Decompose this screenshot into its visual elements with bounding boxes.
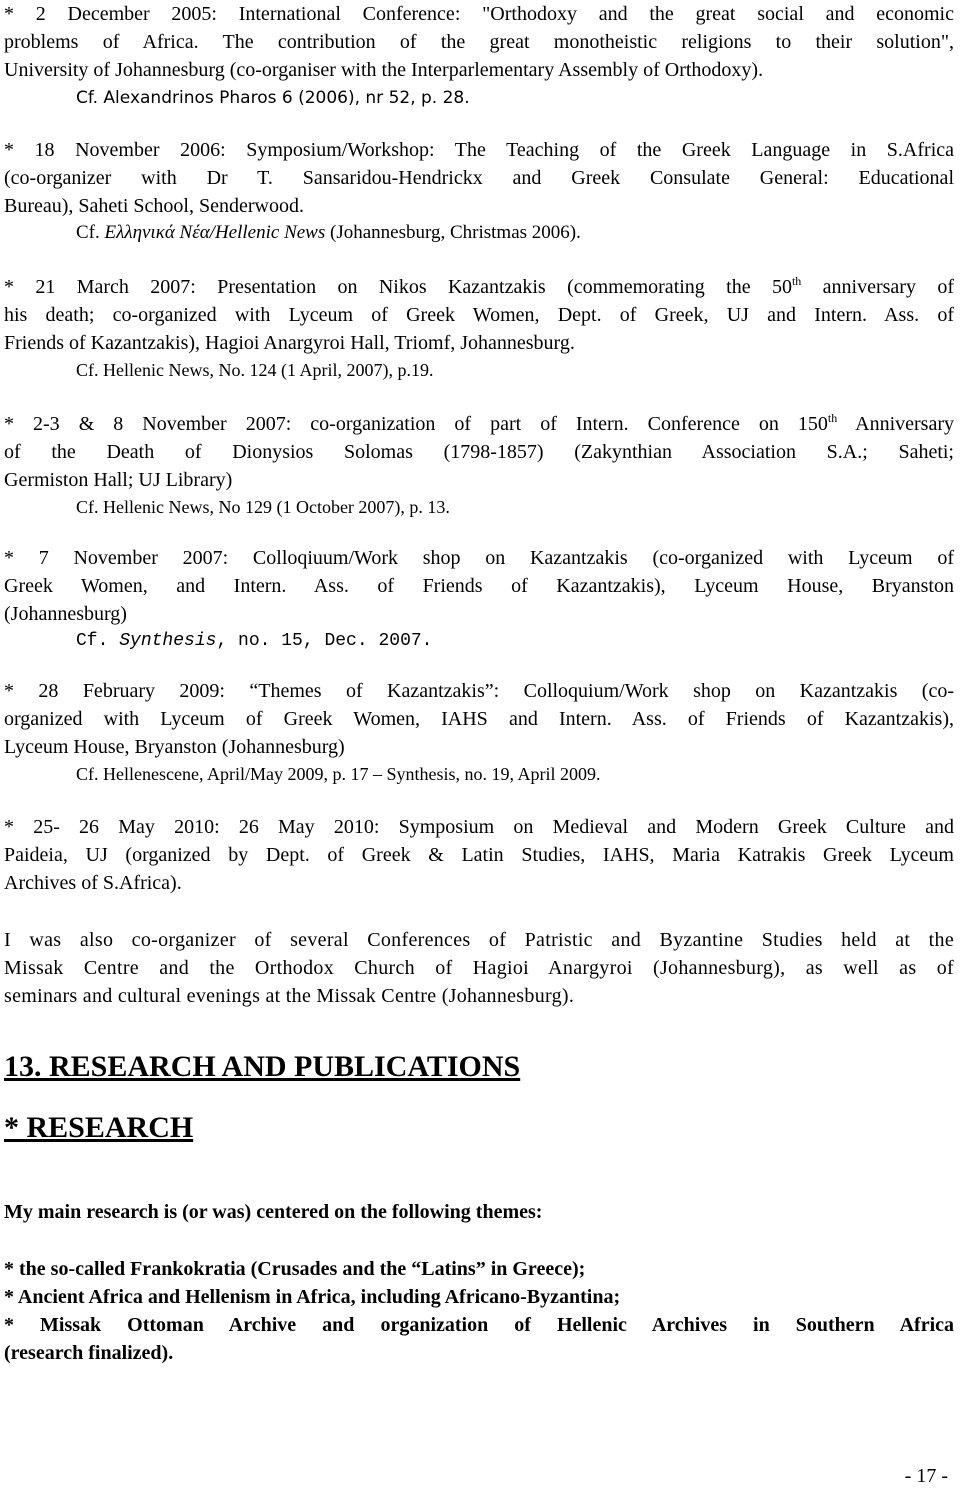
ref-title: Synthesis [119,631,217,651]
text-line: My main research is (or was) centered on the following themes: [4,1201,543,1223]
text-line: * 28 February 2009: “Themes of Kazantzakis”: Colloquium/Work shop on Kazantzakis (co- [4,680,954,702]
event-nov-2007-solomos-paragraph [4,410,954,520]
text-line: * 2 December 2005: International Conference: "Orthodoxy and the great social and economic [4,3,954,25]
text-fragment: * 21 March 2007: Presentation on Nikos Kazantzakis (commemorating the 50 [4,276,792,298]
text-line: University of Johannesburg (co-organiser with the Interparlementary Assembly of Orthodoxy). [4,59,764,81]
text-line: Paideia, UJ (organized by Dept. of Greek & Latin Studies, IAHS, Maria Katrakis Greek Lyceum [4,844,954,866]
reference-line: Cf. Hellenescene, April/May 2009, p. 17 – Synthesis, no. 19, April 2009. [76,764,601,784]
superscript: th [791,274,802,288]
research-heading: * RESEARCH [4,1111,194,1144]
text-line: his death; co-organized with Lyceum of Greek Women, Dept. of Greek, UJ and Intern. Ass. of [4,304,954,326]
co-organizer-paragraph [4,926,954,1010]
ref-prefix: Cf. [76,631,120,651]
ref-title: Ελληνικά Νέα/Hellenic News [104,222,326,243]
text-line: * 18 November 2006: Symposium/Workshop: The Teaching of the Greek Language in S.Africa [4,139,954,161]
text-line: seminars and cultural evenings at the Missak Centre (Johannesburg). [4,985,575,1007]
text-line: (Johannesburg) [4,603,127,625]
theme-item: * the so-called Frankokratia (Crusades and the “Latins” in Greece); [4,1258,586,1280]
event-2006-paragraph [4,136,954,246]
text-line [4,273,954,301]
event-march-2007-paragraph [4,273,954,383]
event-nov-2007-kazantzakis-paragraph [4,544,954,654]
reference-line [4,220,954,246]
text-line: I was also co-organizer of several Conferences of Patristic and Byzantine Studies held at the [4,929,954,951]
reference-line: Cf. Hellenic News, No 129 (1 October 2007), p. 13. [76,497,450,517]
text-fragment: anniversary of [801,276,954,298]
text-line: Missak Centre and the Orthodox Church of Hagioi Anargyroi (Johannesburg), as well as of [4,957,954,979]
research-themes [4,1255,954,1367]
section-heading: 13. RESEARCH AND PUBLICATIONS [4,1050,521,1083]
reference-line: Cf. Alexandrinos Pharos 6 (2006), nr 52, p. 28. [76,88,470,108]
text-line: Germiston Hall; UJ Library) [4,469,233,491]
event-2005-paragraph [4,0,954,112]
text-fragment: * 2-3 & 8 November 2007: co-organization of part of Intern. Conference on 150 [4,413,828,435]
text-fragment: Anniversary [837,413,954,435]
ref-suffix: (Johannesburg, Christmas 2006). [325,222,581,243]
event-2009-paragraph [4,677,954,787]
text-line: of the Death of Dionysios Solomas (1798-1857) (Zakynthian Association S.A.; Saheti; [4,441,954,463]
text-line [4,410,954,438]
ref-suffix: , no. 15, Dec. 2007. [216,631,433,651]
text-line: * 7 November 2007: Colloqiuum/Work shop on Kazantzakis (co-organized with Lyceum of [4,547,954,569]
ref-prefix: Cf. [76,222,105,243]
superscript: th [827,411,838,425]
text-line: Bureau), Saheti School, Senderwood. [4,195,304,217]
reference-line [4,628,954,654]
theme-item: * Missak Ottoman Archive and organization of Hellenic Archives in Southern Africa [4,1314,954,1336]
theme-item-continued: (research finalized). [4,1342,174,1364]
reference-line: Cf. Hellenic News, No. 124 (1 April, 2007), p.19. [76,360,434,380]
text-line: problems of Africa. The contribution of the great monotheistic religions to their solution", [4,31,954,53]
event-2010-paragraph [4,813,954,897]
text-line: Greek Women, and Intern. Ass. of Friends of Kazantzakis), Lyceum House, Bryanston [4,575,954,597]
text-line: * 25- 26 May 2010: 26 May 2010: Symposium on Medieval and Modern Greek Culture and [4,816,954,838]
theme-item: * Ancient Africa and Hellenism in Africa, including Africano-Byzantina; [4,1286,621,1308]
page-number: - 17 - [904,1465,948,1487]
text-line: Friends of Kazantzakis), Hagioi Anargyroi Hall, Triomf, Johannesburg. [4,332,575,354]
text-line: organized with Lyceum of Greek Women, IAHS and Intern. Ass. of Friends of Kazantzakis), [4,708,954,730]
research-intro [4,1198,954,1226]
text-line: Lyceum House, Bryanston (Johannesburg) [4,736,345,758]
text-line: (co-organizer with Dr T. Sansaridou-Hendrickx and Greek Consulate General: Educational [4,167,954,189]
text-line: Archives of S.Africa). [4,872,182,894]
